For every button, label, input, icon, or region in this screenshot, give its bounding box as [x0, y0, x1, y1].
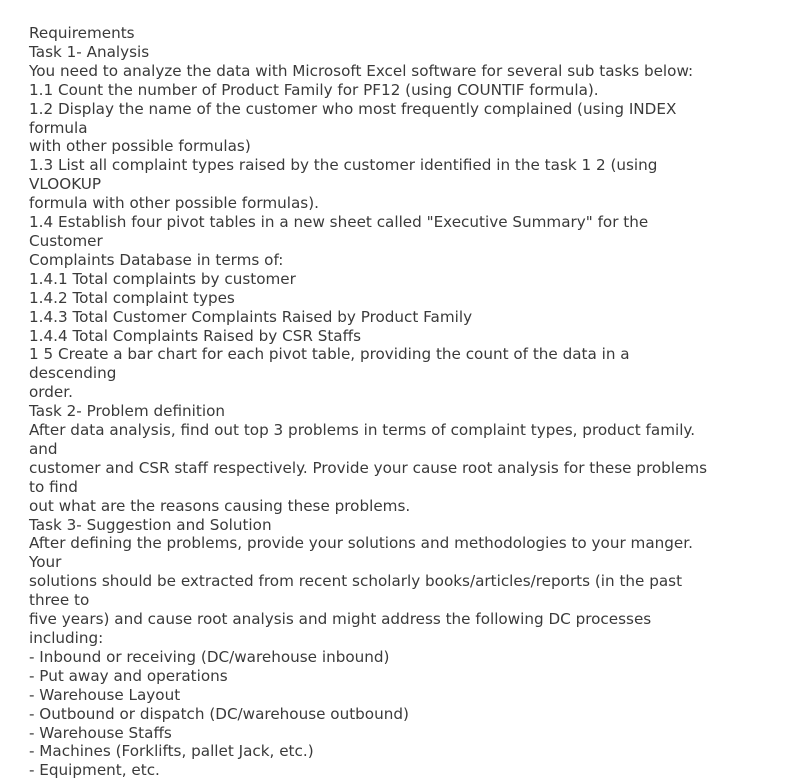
text-line: After defining the problems, provide your solutions and methodologies to your manger. — [29, 534, 693, 553]
text-line: You need to analyze the data with Microsoft Excel software for several sub tasks below: — [29, 61, 694, 80]
text-line: out what are the reasons causing these problems. — [29, 496, 411, 515]
list-item: - Outbound or dispatch (DC/warehouse outbound) — [29, 704, 409, 723]
text-line: After data analysis, find out top 3 problems in terms of complaint types, product family. — [29, 421, 696, 440]
section-heading-task-2: Task 2- Problem definition — [29, 402, 225, 421]
text-line: formula with other possible formulas). — [29, 194, 319, 213]
text-line: 1.2 Display the name of the customer who most frequently complained (using INDEX — [29, 99, 677, 118]
text-line: 1.4.1 Total complaints by customer — [29, 269, 296, 288]
text-line: and — [29, 439, 58, 458]
text-line: with other possible formulas) — [29, 137, 251, 156]
text-line: solutions should be extracted from recent scholarly books/articles/reports (in the past — [29, 572, 683, 591]
section-heading-task-3: Task 3- Suggestion and Solution — [29, 515, 272, 534]
list-item: - Warehouse Staffs — [29, 723, 172, 742]
text-line: VLOOKUP — [29, 175, 102, 194]
text-line: Complaints Database in terms of: — [29, 250, 284, 269]
text-line: 1.4.2 Total complaint types — [29, 288, 235, 307]
text-line: to find — [29, 477, 78, 496]
section-heading-task-1: Task 1- Analysis — [29, 42, 150, 61]
list-item: - Inbound or receiving (DC/warehouse inbound) — [29, 647, 390, 666]
text-line: five years) and cause root analysis and might address the following DC processes — [29, 610, 652, 629]
text-line: Customer — [29, 231, 103, 250]
text-line: three to — [29, 591, 90, 610]
list-item: - Warehouse Layout — [29, 685, 181, 704]
list-item: - Equipment, etc. — [29, 761, 160, 780]
text-line: formula — [29, 118, 88, 137]
text-line: 1.4 Establish four pivot tables in a new sheet called "Executive Summary" for the — [29, 213, 649, 232]
text-line: 1.4.4 Total Complaints Raised by CSR Staffs — [29, 326, 361, 345]
text-line: Your — [29, 553, 62, 572]
doc-heading: Requirements — [29, 24, 135, 42]
text-line: order. — [29, 383, 73, 402]
text-line: customer and CSR staff respectively. Provide your cause root analysis for these problems — [29, 458, 708, 477]
text-line: 1.3 List all complaint types raised by the customer identified in the task 1 2 (using — [29, 156, 658, 175]
text-line: 1 5 Create a bar chart for each pivot table, providing the count of the data in a — [29, 345, 630, 364]
list-item: - Put away and operations — [29, 666, 228, 685]
text-line: descending — [29, 364, 117, 383]
document-body — [29, 24, 759, 780]
text-line: including: — [29, 629, 104, 647]
list-item: - Machines (Forklifts, pallet Jack, etc.) — [29, 742, 314, 761]
text-line: 1.4.3 Total Customer Complaints Raised by Product Family — [29, 307, 473, 326]
text-line: 1.1 Count the number of Product Family for PF12 (using COUNTIF formula). — [29, 80, 599, 99]
